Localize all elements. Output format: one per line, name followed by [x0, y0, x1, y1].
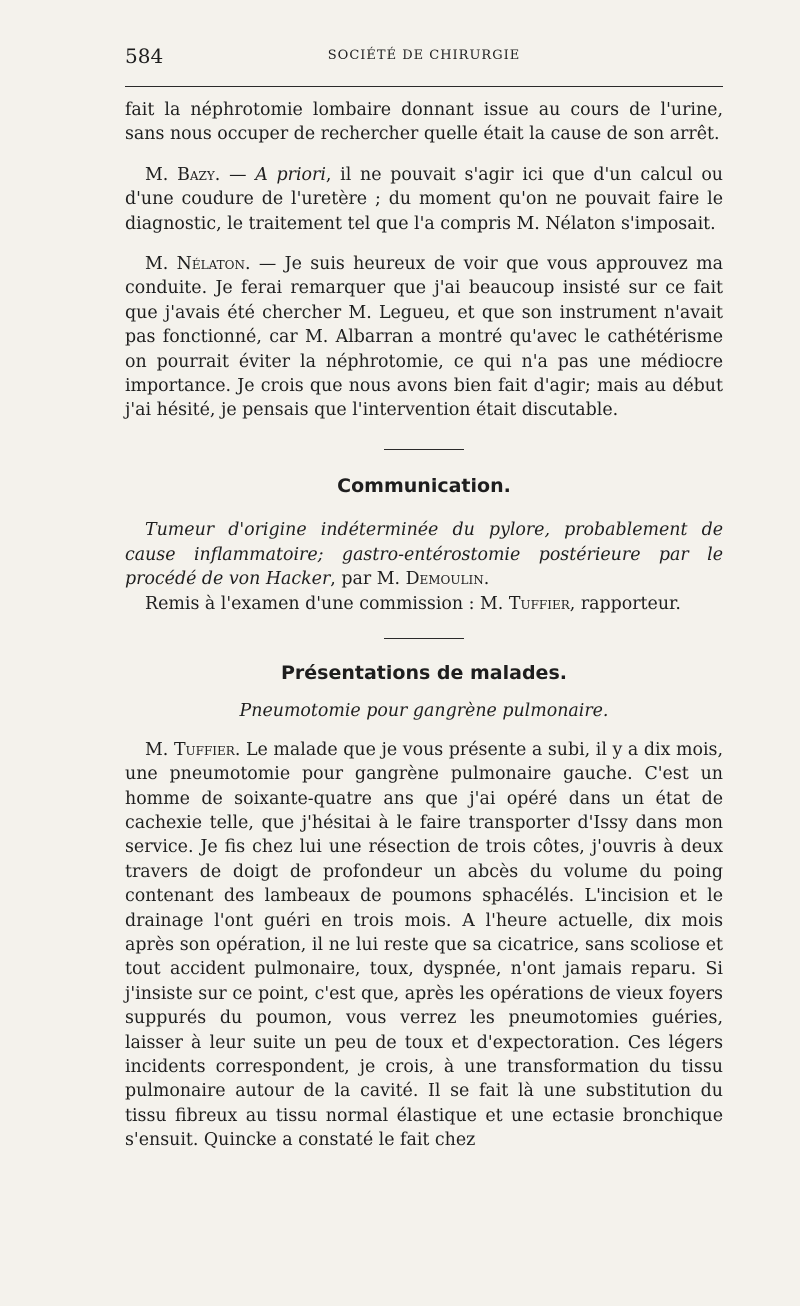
- running-title: SOCIÉTÉ DE CHIRURGIE: [327, 48, 521, 63]
- continued-paragraph: fait la néphrotomie lombaire donnant issue au cours de l'urine, sans nous occuper de rechercher quelle était la cause de son arrêt.: [125, 100, 723, 145]
- presentations-heading: Présentations de malades.: [281, 661, 567, 684]
- communication-title: [125, 518, 723, 591]
- nelaton-paragraph: [125, 252, 723, 423]
- speaker-nelaton: M. Nélaton.: [145, 254, 251, 275]
- nelaton-text: — Je suis heureux de voir que vous approuvez ma conduite. Je ferai remarquer que j'ai beaucoup insisté sur ce fait que j'avais été chercher M. Legueu, et que son instrument n'avait pas fonctionné, car M. Albarran a montré qu'avec le cathétérisme on pourrait éviter la néphrotomie, ce qui n'a pas une médiocre importance. Je crois que nous avons bien fait d'agir; mais au début j'ai hésité, je pensais que l'intervention était discutable.: [125, 254, 723, 421]
- tuffier-paragraph: [125, 738, 723, 1153]
- bazy-italic: A priori: [255, 164, 326, 185]
- communication-title-italic: Tumeur d'origine indéterminée du pylore, probablement de cause inflammatoire; gastro-entérostomie postérieure par le procédé de von Hacker: [125, 520, 723, 590]
- bazy-paragraph: [125, 163, 723, 236]
- header-rule: [125, 86, 723, 87]
- referral-text: Remis à l'examen d'une commission : M.: [145, 593, 509, 614]
- tuffier-text: Le malade que je vous présente a subi, il y a dix mois, une pneumotomie pour gangrène pulmonaire gauche. C'est un homme de soixante-quatre ans que j'ai opéré dans un état de cachexie telle, que j'hésitai à le faire transporter d'Issy dans mon service. Je fis chez lui une résection de trois côtes, j'ouvris à deux travers de doigt de profondeur un abcès du volume du poing contenant des lambeaux de poumons sphacélés. L'incision et le drainage l'ont guéri en trois mois. A l'heure actuelle, dix mois après son opération, il ne lui reste que sa cicatrice, sans scoliose et tout accident pulmonaire, toux, dyspnée, n'ont jamais reparu. Si j'insiste sur ce point, c'est que, après les opérations de vieux foyers suppurés du poumon, vous verrez les pneumotomies guéries, laisser à leur suite un peu de toux et d'expectoration. Ces légers incidents correspondent, je crois, à une transformation du tissu pulmonaire autour de la cavité. Il se fait là une substitution du tissu fibreux au tissu normal élastique et une ectasie bronchique s'ensuit. Quincke a constaté le fait chez: [125, 739, 723, 1151]
- bazy-dash: —: [220, 164, 256, 185]
- referral-name: Tuffier: [508, 593, 570, 614]
- communication-referral: [125, 592, 723, 616]
- referral-end: , rapporteur.: [569, 593, 681, 614]
- page-header: [125, 44, 723, 68]
- bazy-text: , il ne pouvait s'agir ici que d'un calcul ou d'une coudure de l'uretère ; du moment qu'on ne pouvait faire le diagnostic, le traitement tel que l'a compris M. Nélaton s'imposait.: [125, 164, 723, 234]
- communication-by: , par M.: [330, 569, 406, 590]
- speaker-tuffier: M. Tuffier.: [145, 739, 241, 760]
- section-separator: [384, 449, 464, 450]
- communication-heading: Communication.: [337, 474, 511, 497]
- section-separator: [384, 638, 464, 639]
- speaker-bazy: M. Bazy.: [145, 164, 221, 185]
- communication-author: Demoulin.: [405, 569, 490, 590]
- presentations-subtitle: Pneumotomie pour gangrène pulmonaire.: [239, 701, 609, 722]
- page-number: 584: [125, 44, 164, 68]
- page-body: [125, 98, 723, 1153]
